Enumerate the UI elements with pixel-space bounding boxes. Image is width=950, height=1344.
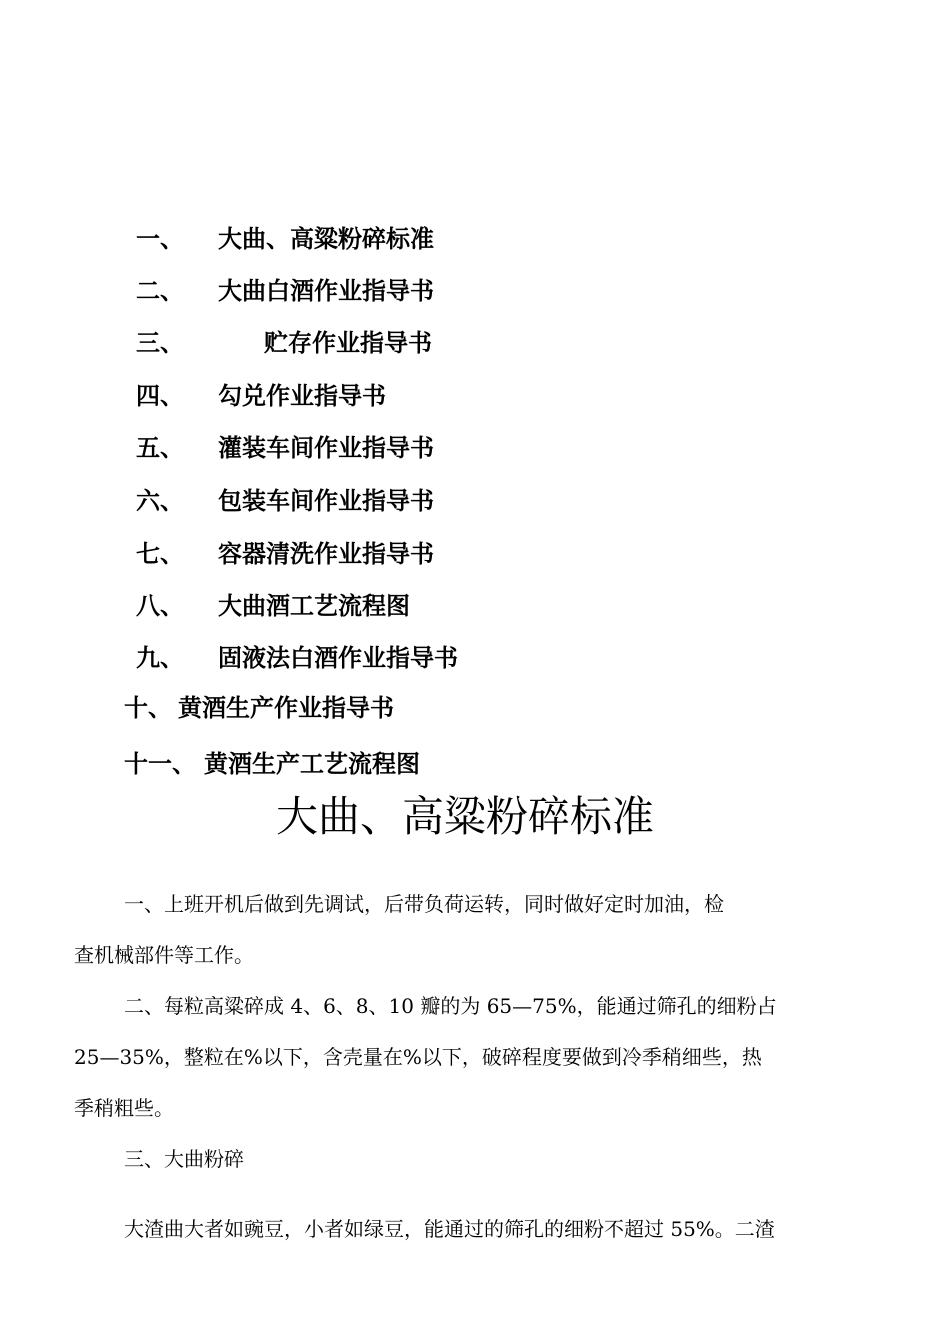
toc-number: 十一、 (124, 750, 196, 778)
body-line-1: 一、上班开机后做到先调试，后带负荷运转，同时做好定时加油，检 (124, 892, 724, 916)
toc-number: 八、 (136, 592, 184, 620)
toc-title: 灌装车间作业指导书 (218, 434, 434, 462)
section-title: 大曲、高粱粉碎标准 (275, 792, 654, 841)
toc-title: 勾兑作业指导书 (218, 382, 386, 410)
toc-title: 大曲白酒作业指导书 (218, 277, 434, 305)
toc-title: 容器清洗作业指导书 (218, 540, 434, 568)
toc-title: 固液法白酒作业指导书 (218, 644, 458, 672)
body-line-6: 三、大曲粉碎 (124, 1147, 244, 1171)
toc-number: 一、 (136, 225, 184, 253)
body-line-3: 二、每粒高粱碎成 4、6、8、10 瓣的为 65—75%，能通过筛孔的细粉占 (124, 994, 777, 1018)
toc-number: 六、 (136, 487, 184, 515)
toc-title: 黄酒生产工艺流程图 (204, 750, 420, 778)
toc-number: 七、 (136, 540, 184, 568)
body-line-7: 大渣曲大者如豌豆，小者如绿豆，能通过的筛孔的细粉不超过 55%。二渣 (124, 1217, 775, 1241)
toc-number: 九、 (136, 644, 184, 672)
toc-title: 大曲、高粱粉碎标准 (218, 225, 434, 253)
toc-title: 贮存作业指导书 (264, 329, 432, 357)
body-line-4: 25—35%，整粒在%以下，含壳量在%以下，破碎程度要做到冷季稍细些，热 (74, 1045, 762, 1069)
toc-title: 大曲酒工艺流程图 (218, 592, 410, 620)
body-line-5: 季稍粗些。 (74, 1096, 174, 1120)
toc-number: 三、 (136, 329, 184, 357)
toc-title: 包装车间作业指导书 (218, 487, 434, 515)
toc-number: 二、 (136, 277, 184, 305)
toc-title: 黄酒生产作业指导书 (178, 694, 394, 722)
body-line-2: 查机械部件等工作。 (74, 943, 254, 967)
toc-number: 十、 (124, 694, 172, 722)
toc-number: 四、 (136, 382, 184, 410)
toc-number: 五、 (136, 434, 184, 462)
